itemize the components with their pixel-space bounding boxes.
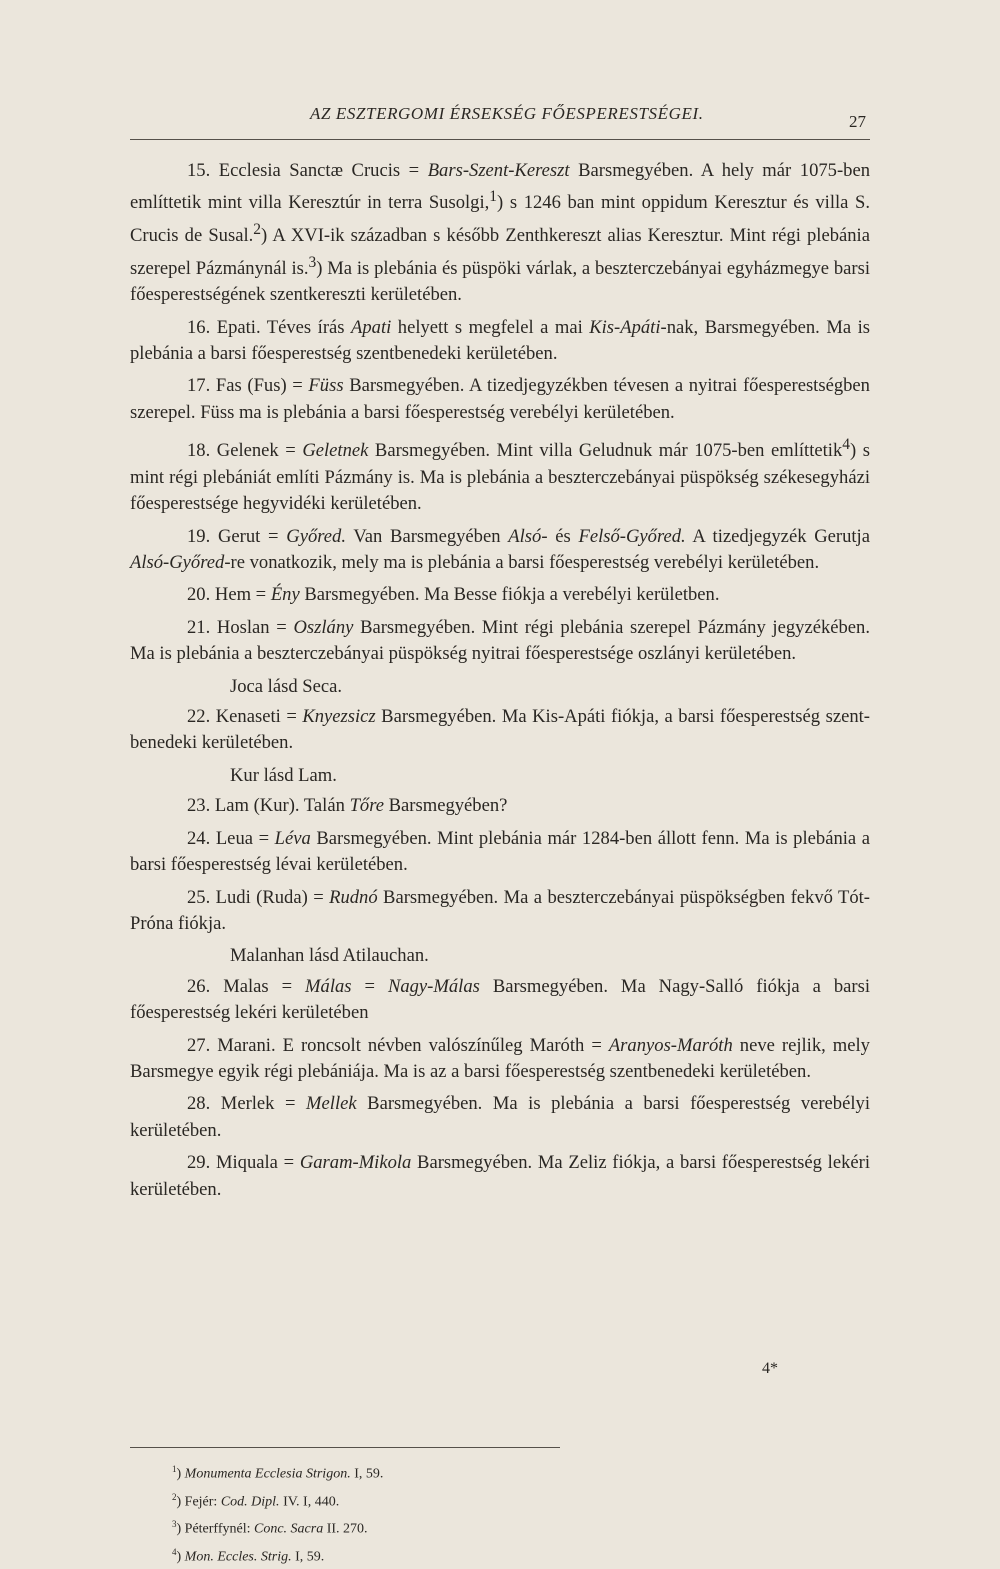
entry-paragraph: 21. Hoslan = Oszlány Barsmegyében. Mint régi plebánia szerepel Pázmány jegyzékében. Ma is plebánia a beszterczebányai püspökség nyitrai főesperestsége oszlányi kerületében. xyxy=(130,616,870,665)
entry-paragraph: 29. Miquala = Garam-Mikola Barsmegyében. Ma Zeliz fiókja, a barsi főesperestség lekéri kerületében. xyxy=(130,1152,870,1200)
entry-paragraph: 27. Marani. E roncsolt névben valószínűleg Maróth = Aranyos-Maróth neve rejlik, mely Barsmegye egyik régi plebániája. Ma is az a barsi főesperestség szentbenedeki kerületében. xyxy=(130,1034,870,1082)
entry-paragraph: 15. Ecclesia Sanctæ Crucis = Bars-Szent-Kereszt Barsmegyében. A hely már 1075-ben említtetik mint villa Keresztúr in terra Susolgi,$^1$) s 1246 ban mint oppidum Keresztur és villa S. Crucis de Susal.$^2$) A XVI-ik században s később Zenthkereszt alias Keresztur. Mint régi plebánia szerepel Pázmánynál is.$^3$) Ma is plebánia és püspöki várlak, a beszterczebányai egyházmegye barsi főesperestségének szentkereszti kerületében. xyxy=(130,160,871,306)
body-text xyxy=(130,158,870,1209)
entry-paragraph: 23. Lam (Kur). Talán Tőre Barsmegyében? xyxy=(187,795,508,817)
footnote-rule xyxy=(130,1447,560,1448)
footnote-mark: 2 xyxy=(172,1491,177,1502)
footnote: $^3$) Péterffynél: Conc. Sacra II. 270. xyxy=(172,1519,368,1537)
entry-paragraph: 20. Hem = Ény Barsmegyében. Ma Besse fiókja a verebélyi kerületben. xyxy=(187,584,720,606)
cross-reference: Kur lásd Lam. xyxy=(230,764,337,786)
entry-paragraph: 18. Gelenek = Geletnek Barsmegyében. Mint villa Geludnuk már 1075-ben említtetik$^4$) s mint régi plebániát említi Pázmány is. Ma is plebánia a beszterczebányai püspökség székesegyházi főesperestsége hegyvidéki kerületében. xyxy=(130,436,871,515)
footnote: $^2$) Fejér: Cod. Dipl. IV. I, 440. xyxy=(172,1491,340,1510)
footnotes xyxy=(172,1458,383,1569)
entry-paragraph: 28. Merlek = Mellek Barsmegyében. Ma is plebánia a barsi főesperestség verebélyi kerületében. xyxy=(130,1093,870,1141)
cross-reference: Joca lásd Seca. xyxy=(230,675,343,697)
page-number: 27 xyxy=(849,112,866,131)
entry-paragraph: 25. Ludi (Ruda) = Rudnó Barsmegyében. Ma a beszterczebányai püspökségben fekvő Tót-Próna fiókja. xyxy=(130,886,870,934)
footnote-mark: 4 xyxy=(172,1546,177,1557)
footnote: $^4$) Mon. Eccles. Strig. I, 59. xyxy=(172,1546,325,1565)
signature-mark: 4* xyxy=(762,1360,778,1377)
entry-paragraph: 17. Fas (Fus) = Füss Barsmegyében. A tizedjegyzékben tévesen a nyitrai főesperestségben szerepel. Füss ma is plebánia a barsi főesperestség verebélyi kerületében. xyxy=(130,375,870,423)
footnote: $^1$) Monumenta Ecclesia Strigon. I, 59. xyxy=(172,1464,384,1482)
running-header: AZ ESZTERGOMI ÉRSEKSÉG FŐESPERESTSÉGEI. xyxy=(310,104,704,123)
entry-paragraph: 19. Gerut = Győred. Van Barsmegyében Alsó- és Felső-Győred. A tizedjegyzék Gerutja Alsó-Győred-re vonatkozik, mely ma is plebánia a barsi főesperestség verebélyi kerületében. xyxy=(130,525,870,574)
footnote-mark: 3 xyxy=(172,1519,177,1530)
entry-paragraph: 22. Kenaseti = Knyezsicz Barsmegyében. Ma Kis-Apáti fiókja, a barsi főesperestség szent-benedeki kerületében. xyxy=(130,706,870,754)
header-rule xyxy=(130,139,870,140)
entry-paragraph: 26. Malas = Málas = Nagy-Málas Barsmegyében. Ma Nagy-Salló fiókja a barsi főesperestség lekéri kerületében xyxy=(130,975,870,1024)
cross-reference: Malanhan lásd Atilauchan. xyxy=(230,945,429,967)
footnote-mark: 1 xyxy=(172,1464,177,1474)
entry-paragraph: 16. Epati. Téves írás Apati helyett s megfelel a mai Kis-Apáti-nak, Barsmegyében. Ma is plebánia a barsi főesperestség szentbenedeki kerületében. xyxy=(130,316,870,364)
entry-paragraph: 24. Leua = Léva Barsmegyében. Mint plebánia már 1284-ben állott fenn. Ma is plebánia a barsi főesperestség lévai kerületében. xyxy=(130,827,870,876)
